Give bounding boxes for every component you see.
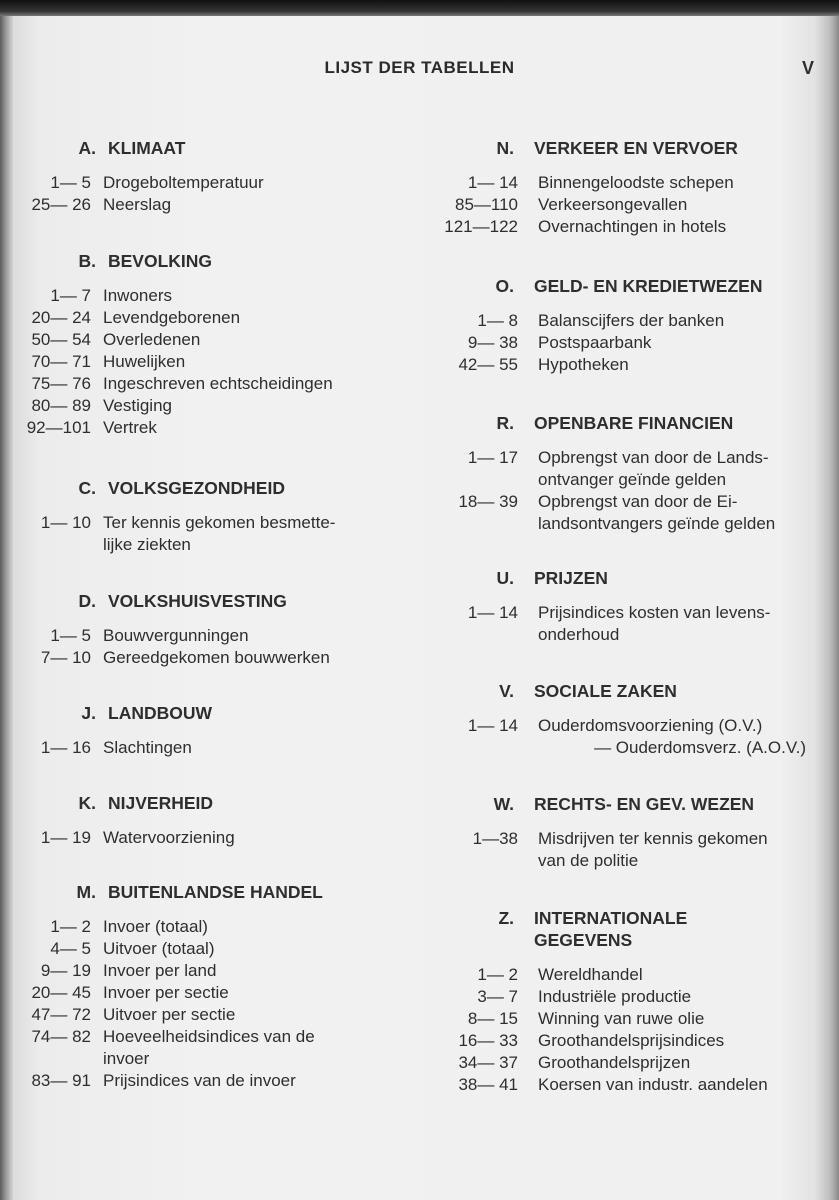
table-title: Uitvoer (totaal): [103, 939, 215, 958]
section-title: BEVOLKING: [108, 251, 213, 271]
table-title-continued: onderhoud: [538, 625, 620, 644]
section-letter: C.: [78, 478, 96, 498]
table-title: Groothandelsprijsindices: [538, 1031, 725, 1050]
section-title-line2: GEGEVENS: [534, 930, 633, 950]
table-number-range: 1— 14: [467, 603, 518, 622]
table-title: Prijsindices van de invoer: [103, 1071, 296, 1090]
table-entry: [0, 960, 420, 982]
table-title-continuation: [0, 534, 420, 556]
table-entry: [0, 307, 420, 329]
table-title: Industriële productie: [538, 987, 692, 1006]
section: [0, 137, 420, 216]
scan-top-edge: [0, 0, 839, 16]
table-title: Binnengeloodste schepen: [538, 173, 734, 192]
section-title: RECHTS- EN GEV. WEZEN: [534, 794, 755, 814]
table-entry: [0, 351, 420, 373]
table-entry: [420, 1008, 839, 1030]
table-number-range: 92—101: [26, 418, 91, 437]
section-heading: [420, 907, 839, 951]
table-title: Vertrek: [103, 418, 157, 437]
table-number-range: 1— 14: [467, 716, 518, 735]
section-letter: V.: [499, 681, 514, 701]
section-title-wrap: [100, 590, 287, 612]
table-entry: [420, 332, 839, 354]
section-heading: [420, 275, 839, 297]
section-title: GELD- EN KREDIETWEZEN: [534, 276, 763, 296]
table-title: Opbrengst van door de Lands-: [538, 448, 769, 467]
table-number-range: 1— 10: [40, 513, 91, 532]
table-title: Invoer per land: [103, 961, 217, 980]
section-title-wrap: [100, 250, 212, 272]
table-title: Invoer per sectie: [103, 983, 229, 1002]
table-title: Hoeveelheidsindices van de: [103, 1027, 315, 1046]
table-entry: [420, 828, 839, 850]
table-number-range: 1— 5: [50, 173, 91, 192]
table-title: Huwelijken: [103, 352, 186, 371]
table-entry: [0, 373, 420, 395]
section-letter: R.: [496, 413, 514, 433]
table-title-continued: lijke ziekten: [103, 535, 191, 554]
table-title-continuation: [420, 850, 839, 872]
table-title: Overledenen: [103, 330, 201, 349]
section-letter: N.: [496, 138, 514, 158]
section-heading: [0, 590, 420, 612]
section-heading: [420, 137, 839, 159]
table-entry: [420, 1030, 839, 1052]
table-title: Invoer (totaal): [103, 917, 208, 936]
section-title: OPENBARE FINANCIEN: [534, 413, 734, 433]
table-entry: [0, 395, 420, 417]
table-title: Overnachtingen in hotels: [538, 217, 727, 236]
table-number-range: 16— 33: [458, 1031, 518, 1050]
section-heading: [0, 477, 420, 499]
table-entry: [420, 1074, 839, 1096]
table-title: Opbrengst van door de Ei-: [538, 492, 738, 511]
section: [420, 137, 839, 238]
table-title: Koersen van industr. aandelen: [538, 1075, 768, 1094]
table-entry: [420, 172, 839, 194]
table-title-continuation: [420, 469, 839, 491]
table-entry: [0, 172, 420, 194]
section-title: INTERNATIONALE: [534, 908, 688, 928]
table-title-continued: invoer: [103, 1049, 150, 1068]
section-title: VOLKSHUISVESTING: [108, 591, 287, 611]
table-entry: [420, 491, 839, 513]
section-title-wrap: [100, 792, 213, 814]
table-entry: [0, 827, 420, 849]
section-letter: W.: [493, 794, 514, 814]
table-number-range: 1—38: [472, 829, 518, 848]
section-heading: [0, 792, 420, 814]
table-number-range: 3— 7: [477, 987, 518, 1006]
table-title: Inwoners: [103, 286, 172, 305]
table-entry: [0, 625, 420, 647]
table-number-range: 4— 5: [50, 939, 91, 958]
section: [0, 792, 420, 849]
table-entry: [420, 986, 839, 1008]
table-number-range: 38— 41: [458, 1075, 518, 1094]
section-title: PRIJZEN: [534, 568, 608, 588]
table-title: Postspaarbank: [538, 333, 652, 352]
table-number-range: 1— 17: [467, 448, 518, 467]
section: [420, 680, 839, 759]
table-entry: [0, 329, 420, 351]
page-title: LIJST DER TABELLEN: [324, 58, 515, 77]
table-number-range: 8— 15: [467, 1009, 518, 1028]
table-entry: [0, 982, 420, 1004]
table-number-range: 85—110: [454, 195, 518, 214]
table-number-range: 20— 24: [31, 308, 91, 327]
section: [0, 881, 420, 1092]
table-title: Ter kennis gekomen besmette-: [103, 513, 336, 532]
section-title-wrap: [518, 412, 733, 434]
table-entry: [0, 512, 420, 534]
table-title: Hypotheken: [538, 355, 629, 374]
section-title-wrap: [100, 137, 185, 159]
table-number-range: 7— 10: [40, 648, 91, 667]
table-title: Ouderdomsvoorziening (O.V.): [538, 716, 763, 735]
table-entry: [420, 602, 839, 624]
table-title: Prijsindices kosten van levens-: [538, 603, 771, 622]
section: [420, 275, 839, 376]
section-letter: Z.: [498, 908, 514, 928]
table-entry: [420, 310, 839, 332]
table-title: Balanscijfers der banken: [538, 311, 725, 330]
section-title: NIJVERHEID: [108, 793, 214, 813]
section: [420, 793, 839, 872]
table-entry: [420, 964, 839, 986]
section-letter: D.: [78, 591, 96, 611]
section-title-wrap: [518, 680, 677, 702]
table-title-continuation: [420, 513, 839, 535]
table-number-range: 1— 14: [467, 173, 518, 192]
table-entry: [0, 1026, 420, 1048]
table-entry: [0, 285, 420, 307]
page-number: V: [802, 58, 815, 78]
table-entry: [0, 647, 420, 669]
section-heading: [0, 250, 420, 272]
table-number-range: 1— 8: [477, 311, 518, 330]
section-title-wrap: [100, 881, 323, 903]
section-title-wrap: [518, 793, 754, 815]
section: [420, 412, 839, 535]
section-letter: O.: [495, 276, 514, 296]
section-letter: A.: [78, 138, 96, 158]
section-title-wrap: [518, 275, 762, 297]
section-title-wrap: [518, 137, 738, 159]
table-number-range: 42— 55: [458, 355, 518, 374]
table-number-range: 34— 37: [458, 1053, 518, 1072]
section-title: VERKEER EN VERVOER: [534, 138, 738, 158]
table-entry: [420, 216, 839, 238]
section-title-wrap: [100, 702, 212, 724]
table-number-range: 18— 39: [458, 492, 518, 511]
section: [0, 590, 420, 669]
table-entry: [420, 447, 839, 469]
table-number-range: 1— 16: [40, 738, 91, 757]
table-title: Uitvoer per sectie: [103, 1005, 236, 1024]
table-number-range: 75— 76: [31, 374, 91, 393]
table-number-range: 1— 2: [50, 917, 91, 936]
section-title-wrap: [518, 907, 687, 951]
table-title: Ingeschreven echtscheidingen: [103, 374, 333, 393]
table-title: Gereedgekomen bouwwerken: [103, 648, 330, 667]
table-title-continuation: [420, 624, 839, 646]
table-title-continuation: [420, 737, 839, 759]
table-title: Levendgeborenen: [103, 308, 241, 327]
section-title: SOCIALE ZAKEN: [534, 681, 677, 701]
table-number-range: 20— 45: [31, 983, 91, 1002]
table-title: Groothandelsprijzen: [538, 1053, 691, 1072]
table-number-range: 9— 19: [40, 961, 91, 980]
section-letter: B.: [78, 251, 96, 271]
table-title: Wereldhandel: [538, 965, 643, 984]
section: [420, 567, 839, 646]
table-title: Winning van ruwe olie: [538, 1009, 705, 1028]
table-number-range: 1— 19: [40, 828, 91, 847]
section-heading: [0, 881, 420, 903]
table-number-range: 121—122: [444, 217, 518, 236]
table-title: Slachtingen: [103, 738, 192, 757]
section-letter: U.: [496, 568, 514, 588]
table-title: Verkeersongevallen: [538, 195, 688, 214]
section-letter: J.: [81, 703, 96, 723]
table-title-continued: — Ouderdomsverz. (A.O.V.): [594, 738, 806, 757]
table-title: Neerslag: [103, 195, 172, 214]
table-number-range: 83— 91: [31, 1071, 91, 1090]
table-title-continued: landsontvangers geïnde gelden: [538, 514, 776, 533]
section: [0, 477, 420, 556]
table-entry: [0, 1070, 420, 1092]
table-entry: [0, 417, 420, 439]
section-heading: [420, 412, 839, 434]
table-title: Vestiging: [103, 396, 172, 415]
section-heading: [0, 702, 420, 724]
section: [420, 907, 839, 1096]
table-entry: [420, 194, 839, 216]
table-number-range: 1— 7: [50, 286, 91, 305]
section: [0, 250, 420, 439]
table-number-range: 9— 38: [467, 333, 518, 352]
section-title: VOLKSGEZONDHEID: [108, 478, 285, 498]
table-number-range: 80— 89: [31, 396, 91, 415]
section-heading: [0, 137, 420, 159]
section-title-wrap: [518, 567, 608, 589]
section-title: KLIMAAT: [108, 138, 186, 158]
table-title: Bouwvergunningen: [103, 626, 249, 645]
table-number-range: 25— 26: [31, 195, 91, 214]
section-letter: M.: [76, 882, 96, 902]
section-title: BUITENLANDSE HANDEL: [108, 882, 323, 902]
table-entry: [0, 194, 420, 216]
table-entry: [420, 1052, 839, 1074]
table-entry: [420, 715, 839, 737]
table-title: Watervoorziening: [103, 828, 235, 847]
table-title-continuation: [0, 1048, 420, 1070]
table-number-range: 50— 54: [31, 330, 91, 349]
section-title: LANDBOUW: [108, 703, 213, 723]
table-number-range: 47— 72: [31, 1005, 91, 1024]
section-heading: [420, 793, 839, 815]
table-entry: [0, 1004, 420, 1026]
table-entry: [0, 916, 420, 938]
section-title-wrap: [100, 477, 285, 499]
table-number-range: 1— 2: [477, 965, 518, 984]
table-number-range: 1— 5: [50, 626, 91, 645]
table-title-continued: van de politie: [538, 851, 639, 870]
table-title-continued: ontvanger geïnde gelden: [538, 470, 727, 489]
table-entry: [0, 737, 420, 759]
section: [0, 702, 420, 759]
table-title: Drogeboltemperatuur: [103, 173, 264, 192]
table-entry: [0, 938, 420, 960]
section-heading: [420, 680, 839, 702]
section-letter: K.: [78, 793, 96, 813]
table-number-range: 70— 71: [31, 352, 91, 371]
section-heading: [420, 567, 839, 589]
table-title: Misdrijven ter kennis gekomen: [538, 829, 768, 848]
table-entry: [420, 354, 839, 376]
table-number-range: 74— 82: [31, 1027, 91, 1046]
